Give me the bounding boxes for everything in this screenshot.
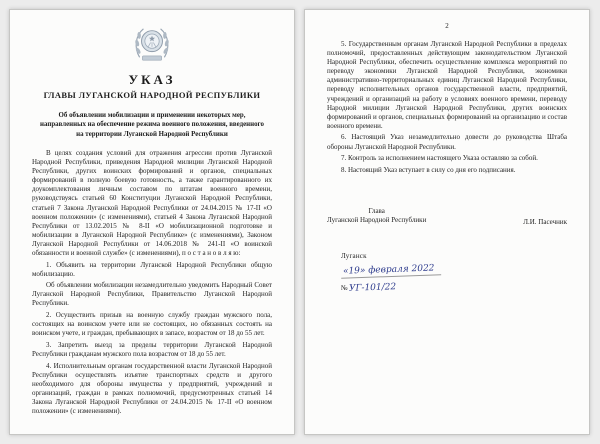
item-1-paragraph: 1. Объявить на территории Луганской Народной Республики общую мобилизацию. (32, 260, 272, 278)
signature-post-line-2: Луганской Народной Республики (327, 216, 427, 225)
page-2 (304, 9, 590, 435)
item-8-paragraph: 8. Настоящий Указ вступает в силу со дня его подписания. (341, 165, 516, 174)
decree-issuer: ГЛАВЫ ЛУГАНСКОЙ НАРОДНОЙ РЕСПУБЛИКИ (43, 90, 261, 100)
item-1-subparagraph: Об объявлении мобилизации незамедлительно уведомить Народный Совет Луганской Народной Республики, Правительство Луганской Народной Республики. (32, 281, 272, 308)
item-7-paragraph: 7. Контроль за исполнением настоящего Указа оставляю за собой. (341, 154, 538, 163)
page-1-body (32, 149, 272, 416)
item-4-paragraph: 4. Исполнительным органам государственной власти Луганской Народной Республики осуществлять изъятие транспортных средств и другого необходимого для обороны имущества у предприятий, учреждений и организаций, граждан в рамках полномочий, предусмотренных статьей 14 Закона Луганской Народной Республики от 24.04.2015 № 17-II «О военном положении» (с изменениями). (32, 361, 272, 415)
decree-subject: Об объявлении мобилизации и применении некоторых мер, направленных на обеспечение режима военного положения, введенного на территории Луганской Народной Республики (40, 112, 264, 138)
page-1 (9, 9, 295, 435)
decree-number-handwritten: УГ-101/22 (349, 281, 397, 294)
signature-post (327, 207, 426, 226)
item-5-paragraph: 5. Государственным органам Луганской Народной Республики в пределах полномочий, предоставленных действующим законодательством Луганской Народной Республики, обеспечить осуществление комплекса мероприятий по переводу экономики Луганской Народной Республики, экономики административно-территориальных единиц Луганской Народной Республики, переводу исполнительных органов государственной власти, предприятий, учреждений и организаций на работу в условиях военного времени, переводу Народной милиции Луганской Народной Республики, других воинских формирований и органов, специальных формирований на организацию и состав военного времени. (327, 40, 567, 130)
signature-block (327, 207, 567, 226)
decree-number-prefix: № (341, 283, 348, 292)
item-2-paragraph: 2. Осуществить призыв на военную службу граждан мужского пола, состоящих на воинском учете или не состоящих, но обязанных состоять на воинском учете, и граждан, пребывающих в запасе, возрастом от 18 до 55 лет. (32, 311, 272, 338)
signature-post-line-1: Глава (368, 206, 385, 215)
signature-name: Л.И. Пасечник (523, 217, 567, 226)
page-number: 2 (445, 22, 449, 30)
lnr-coat-of-arms-icon (131, 24, 173, 64)
item-6-paragraph: 6. Настоящий Указ незамедлительно довести до руководства Штаба обороны Луганской Народной Республики. (327, 133, 567, 151)
issue-details (341, 252, 567, 293)
page-2-body (327, 40, 567, 175)
item-3-paragraph: 3. Запретить выезд за пределы территории Луганской Народной Республики гражданам мужского пола возрастом от 18 до 55 лет. (32, 340, 272, 358)
decree-title: УКАЗ (128, 72, 176, 87)
issue-place: Луганск (341, 251, 367, 260)
issue-date-handwritten: «19» февраля 2022 (341, 263, 441, 278)
preamble-paragraph: В целях создания условий для отражения агрессии против Луганской Народной Республики, приведения Народной милиции Луганской Народной Республики, других воинских формирований и органов, специальных формирований в полную боевую готовность, а также гарантированного их доукомплектования личным составом по штатам военного времени, руководствуясь статьей 60 Конституции Луганской Народной Республики, статьей 7 Закона Луганской Народной Республики от 24.04.2015 № 17-II «О военном положении» (с изменениями), статьей 4 Закона Луганской Народной Республики от 13.02.2015 № 8-II «О мобилизационной подготовке и мобилизации в Луганской Народной Республике» (с изменениями), Законом Луганской Народной Республики от 14.06.2018 № 241-II «О воинской обязанности и военной службе» (с изменениями), п о с т а н о в л я ю: (32, 148, 272, 257)
emblem-wrap (32, 24, 272, 69)
